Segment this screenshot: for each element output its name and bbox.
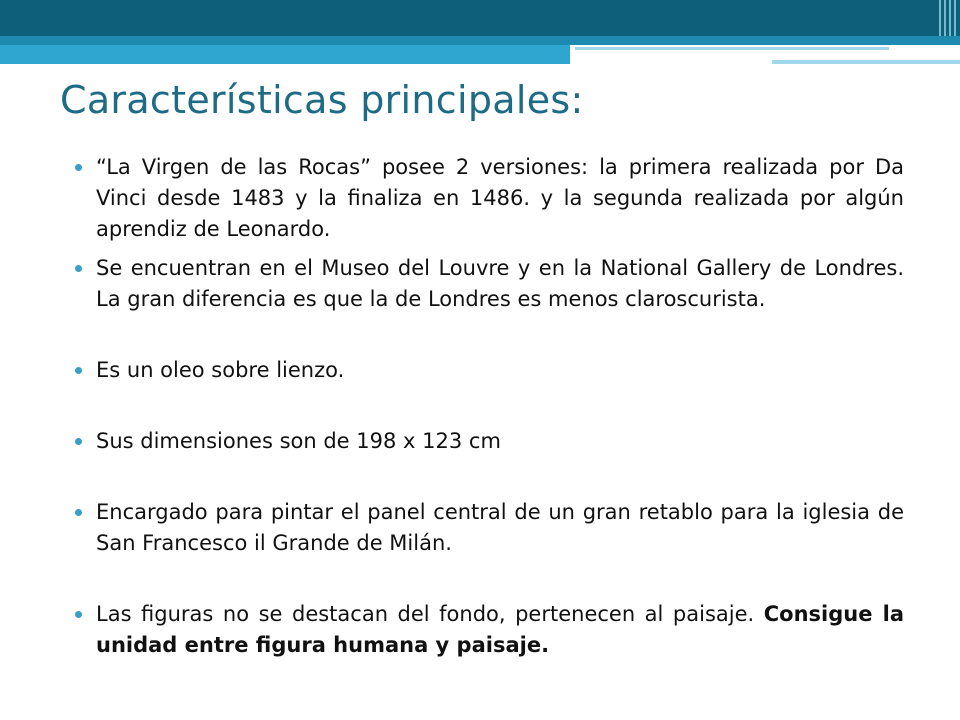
bullet-text: Se encuentran en el Museo del Louvre y en la National Gallery de Londres. La gran diferencia es que la de Londres es menos claroscurista. bbox=[96, 256, 904, 311]
bullet-item bbox=[72, 253, 904, 315]
bullet-list bbox=[72, 152, 904, 669]
top-banner-light-band bbox=[0, 45, 570, 64]
banner-stripe bbox=[944, 0, 946, 36]
bullet-item bbox=[72, 599, 904, 661]
bullet-dot-icon bbox=[75, 509, 82, 516]
top-banner-stripes bbox=[930, 0, 960, 36]
bullet-bold-text: Consigue la unidad entre figura humana y paisaje. bbox=[96, 602, 904, 657]
bullet-item bbox=[72, 497, 904, 559]
bullet-item bbox=[72, 152, 904, 245]
bullet-item bbox=[72, 355, 904, 386]
bullet-text: Encargado para pintar el panel central de un gran retablo para la iglesia de San Francesco il Grande de Milán. bbox=[96, 500, 904, 555]
bullet-dot-icon bbox=[75, 438, 82, 445]
top-banner-mid-band bbox=[0, 36, 960, 45]
top-banner-accent-line-lower bbox=[772, 60, 960, 64]
bullet-dot-icon bbox=[75, 265, 82, 272]
top-banner-accent-line bbox=[575, 47, 889, 50]
bullet-dot-icon bbox=[75, 164, 82, 171]
banner-stripe bbox=[954, 0, 956, 36]
bullet-dot-icon bbox=[75, 367, 82, 374]
bullet-item bbox=[72, 426, 904, 457]
bullet-text: Sus dimensiones son de 198 x 123 cm bbox=[96, 429, 501, 453]
top-banner bbox=[0, 0, 960, 36]
banner-stripe bbox=[949, 0, 951, 36]
banner-stripe bbox=[939, 0, 941, 36]
bullet-text: “La Virgen de las Rocas” posee 2 versiones: la primera realizada por Da Vinci desde 1483 y la finaliza en 1486. y la segunda realizada por algún aprendiz de Leonardo. bbox=[96, 155, 904, 241]
bullet-text: Es un oleo sobre lienzo. bbox=[96, 358, 345, 382]
bullet-dot-icon bbox=[75, 611, 82, 618]
slide-title: Características principales: bbox=[60, 78, 584, 122]
bullet-text: Las figuras no se destacan del fondo, pertenecen al paisaje. bbox=[96, 602, 764, 626]
